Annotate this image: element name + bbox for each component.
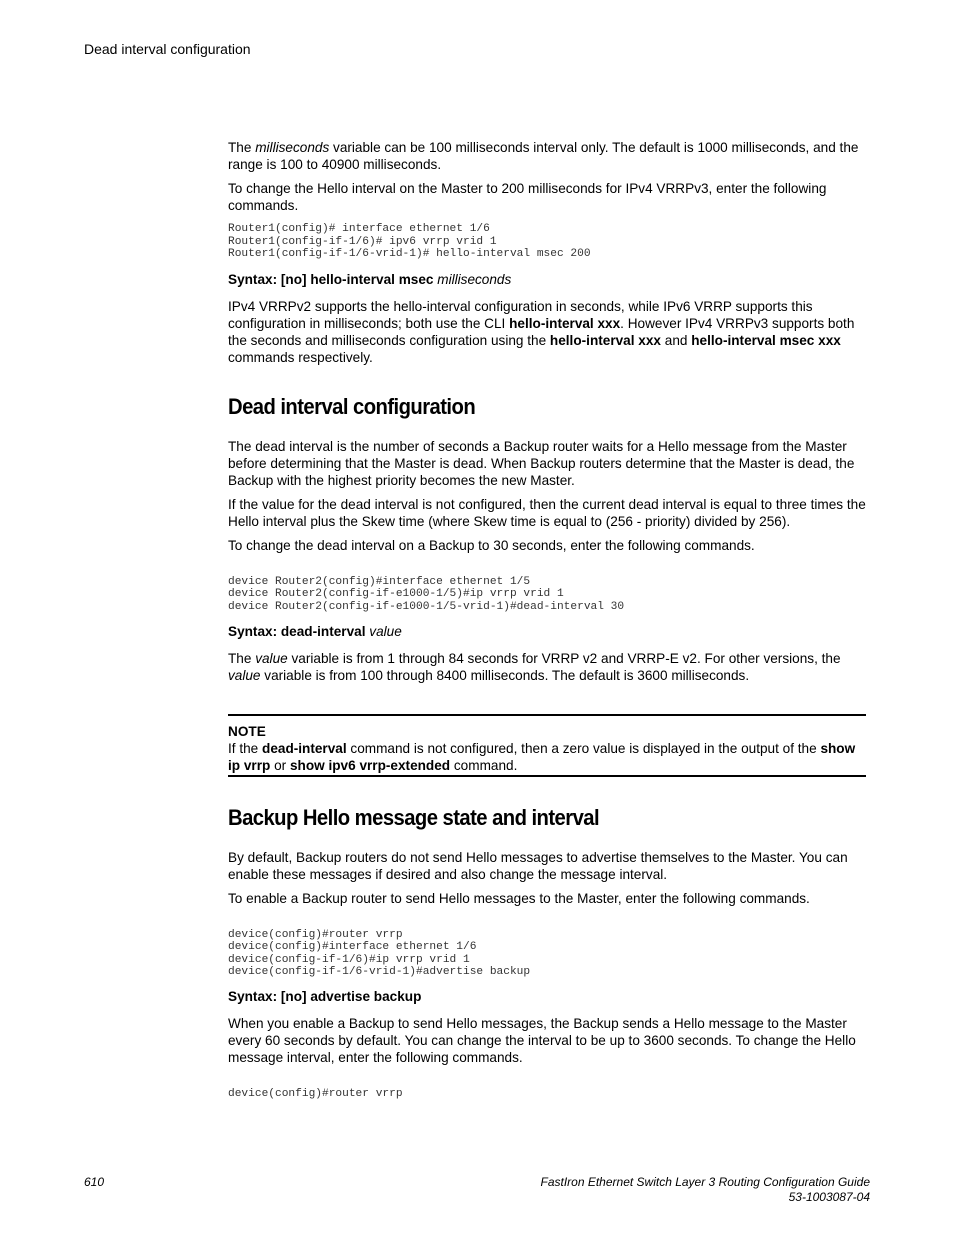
syntax-line: Syntax: [no] hello-interval msec milliseconds bbox=[228, 271, 512, 287]
doc-number: 53-1003087-04 bbox=[788, 1190, 870, 1204]
paragraph: To enable a Backup router to send Hello messages to the Master, enter the following commands. bbox=[228, 890, 810, 906]
paragraph: The dead interval is the number of seconds a Backup router waits for a Hello message from the Master before determining that the Master is dead. When Backup routers determine that the Master is dead, the Backup with the highest priority becomes the new Master. bbox=[228, 438, 855, 488]
paragraph: The value variable is from 1 through 84 seconds for VRRP v2 and VRRP-E v2. For other versions, the value variable is from 100 through 8400 milliseconds. The default is 3600 milliseconds. bbox=[228, 650, 841, 683]
code-block: device(config)#router vrrp bbox=[228, 1087, 403, 1100]
paragraph: By default, Backup routers do not send Hello messages to advertise themselves to the Master. You can enable these messages if desired and also change the message interval. bbox=[228, 849, 848, 882]
paragraph: IPv4 VRRPv2 supports the hello-interval configuration in seconds, while IPv6 VRRP supports this configuration in milliseconds; both use the CLI hello-interval xxx. However IPv4 VRRPv3 supports both the seconds and milliseconds configuration using the hello-interval xxx and hello-interval msec xxx commands respectively. bbox=[228, 298, 855, 365]
page-number: 610 bbox=[84, 1175, 105, 1189]
code-block: device Router2(config)#interface ethernet 1/5 device Router2(config-if-e1000-1/5)#ip vrrp vrid 1 device Router2(config-if-e1000-1/5-vrid-1)#dead-interval 30 bbox=[228, 575, 625, 613]
code-block: Router1(config)# interface ethernet 1/6 Router1(config-if-1/6)# ipv6 vrrp vrid 1 Router1(config-if-1/6-vrid-1)# hello-interval msec 200 bbox=[228, 223, 591, 261]
syntax-line: Syntax: [no] advertise backup bbox=[228, 988, 422, 1004]
page-body bbox=[228, 139, 866, 1108]
syntax-line: Syntax: dead-interval value bbox=[228, 623, 402, 639]
note-label: NOTE bbox=[228, 723, 266, 739]
paragraph: The milliseconds variable can be 100 milliseconds interval only. The default is 1000 milliseconds, and the range is 100 to 40900 milliseconds. bbox=[228, 140, 859, 172]
footer-guide bbox=[540, 1175, 870, 1205]
section-heading: Backup Hello message state and interval bbox=[228, 804, 600, 830]
paragraph: If the value for the dead interval is not configured, then the current dead interval is equal to three times the Hello interval plus the Skew time (where Skew time is equal to (256 - priority) divided by 256). bbox=[228, 496, 866, 529]
paragraph: To change the Hello interval on the Master to 200 milliseconds for IPv4 VRRPv3, enter the following commands. bbox=[228, 181, 827, 213]
note-box bbox=[228, 714, 866, 777]
code-block: device(config)#router vrrp device(config)#interface ethernet 1/6 device(config-if-1/6)#ip vrrp vrid 1 device(config-if-1/6-vrid-1)#advertise backup bbox=[228, 928, 531, 979]
paragraph: When you enable a Backup to send Hello messages, the Backup sends a Hello message to the Master every 60 seconds by default. You can change the interval to be up to 3600 seconds. To change the Hello message interval, enter the following commands. bbox=[228, 1015, 856, 1065]
note-text: If the dead-interval command is not configured, then a zero value is displayed in the output of the show ip vrrp or show ipv6 vrrp-extended command. bbox=[228, 740, 856, 773]
section-heading: Dead interval configuration bbox=[228, 393, 476, 419]
guide-title: FastIron Ethernet Switch Layer 3 Routing Configuration Guide bbox=[540, 1175, 870, 1189]
running-header: Dead interval configuration bbox=[84, 41, 251, 57]
paragraph: To change the dead interval on a Backup to 30 seconds, enter the following commands. bbox=[228, 537, 755, 553]
